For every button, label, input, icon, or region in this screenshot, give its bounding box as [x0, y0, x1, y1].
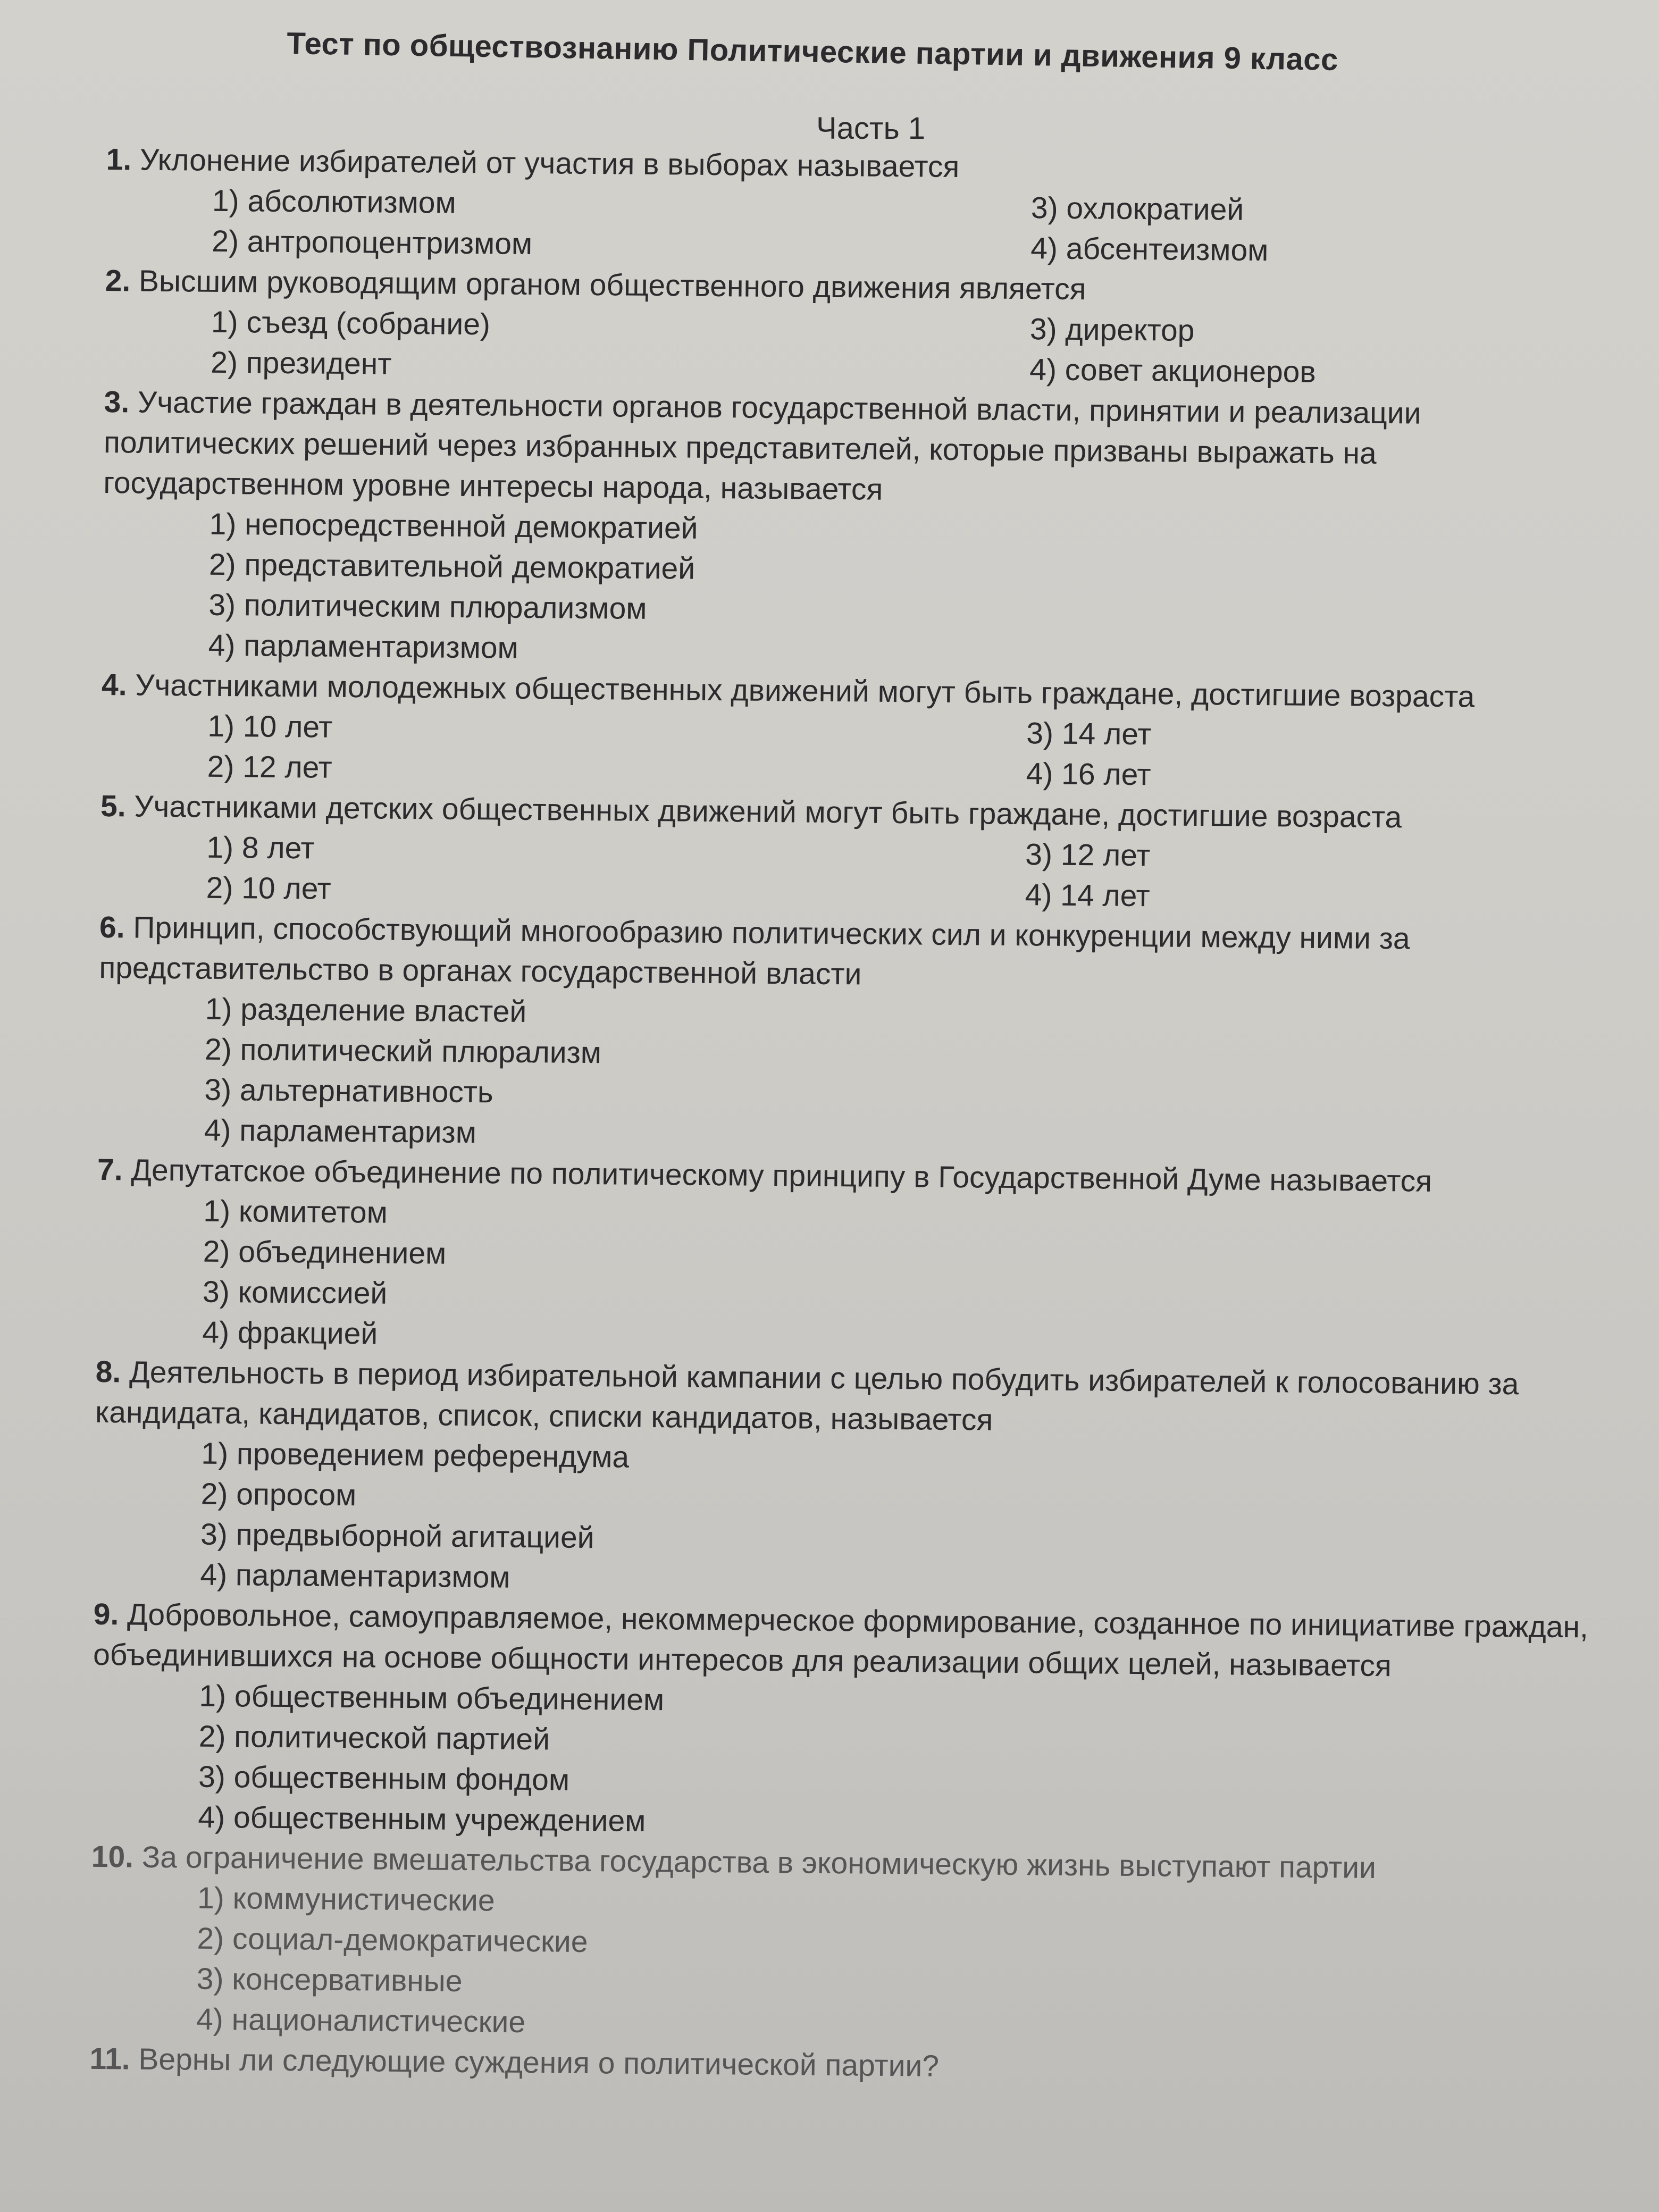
question-10	[90, 1837, 1602, 2052]
question-prompt: Участниками детских общественных движений могут быть граждане, достигшие возраста	[134, 789, 1402, 835]
option[interactable]: 1) разделение властей	[205, 992, 527, 1029]
question-prompt: Уклонение избирателей от участия в выборах называется	[139, 143, 960, 185]
question-text	[103, 382, 1614, 516]
option[interactable]: 4) общественным учреждением	[198, 1800, 646, 1838]
answer-options	[206, 827, 1610, 920]
question-2	[104, 261, 1615, 395]
question-9	[91, 1594, 1604, 1850]
option[interactable]: 2) политической партией	[198, 1719, 550, 1757]
option[interactable]: 1) съезд (собрание)	[211, 305, 491, 342]
question-number: 4.	[101, 667, 127, 702]
option[interactable]: 4) абсентеизмом	[1030, 231, 1269, 268]
option[interactable]: 3) консервативные	[196, 1962, 463, 1998]
option[interactable]: 3) политическим плюрализмом	[208, 588, 647, 626]
option[interactable]: 4) фракцией	[202, 1315, 378, 1351]
option[interactable]: 3) 12 лет	[1025, 837, 1151, 873]
question-number: 10.	[91, 1839, 134, 1874]
option[interactable]: 2) объединением	[203, 1234, 447, 1271]
question-3	[102, 382, 1614, 678]
option[interactable]: 4) парламентаризмом	[200, 1557, 510, 1595]
question-text	[95, 1352, 1606, 1446]
option[interactable]: 2) представительной демократией	[208, 547, 696, 586]
option[interactable]: 4) парламентаризм	[204, 1113, 477, 1150]
answer-options	[198, 1676, 1603, 1850]
answer-options	[196, 1878, 1602, 2052]
question-prompt: Высшим руководящим органом общественного движения является	[138, 264, 1086, 307]
option[interactable]: 1) коммунистические	[197, 1881, 495, 1918]
page-title: Тест по обществознанию Политические партии и движения 9 класс	[286, 26, 1339, 78]
option[interactable]: 4) 16 лет	[1026, 757, 1151, 792]
option[interactable]: 1) общественным объединением	[199, 1679, 665, 1717]
question-1	[105, 139, 1616, 274]
question-number: 8.	[95, 1354, 121, 1389]
part-heading: Часть 1	[816, 111, 926, 146]
question-number: 3.	[104, 384, 130, 420]
option[interactable]: 1) комитетом	[203, 1194, 388, 1230]
option[interactable]: 2) антропоцентризмом	[212, 224, 533, 261]
question-number: 1.	[106, 142, 132, 177]
option[interactable]: 2) политический плюрализм	[204, 1032, 602, 1070]
question-7	[96, 1150, 1607, 1365]
question-prompt: Добровольное, самоуправляемое, некоммерческое формирование, созданное по инициативе граждан, объединившихся на основе общности интересов для реализации общих целей, называется	[93, 1597, 1589, 1683]
option[interactable]: 2) президент	[211, 345, 392, 381]
questions-list	[89, 139, 1616, 2092]
answer-options	[202, 1191, 1607, 1365]
option[interactable]: 3) комиссией	[202, 1275, 388, 1311]
question-text	[99, 907, 1610, 1001]
question-prompt: Участие граждан в деятельности органов государственной власти, принятии и реализации политических решений через избранных представителей, которые призваны выражать на государственном уровне интересы народа, называется	[103, 385, 1421, 507]
option[interactable]: 1) непосредственной демократией	[209, 507, 698, 546]
question-prompt: За ограничение вмешательства государства в экономическую жизнь выступают партии	[141, 1840, 1377, 1885]
option[interactable]: 2) 12 лет	[207, 749, 332, 785]
answer-options	[212, 181, 1616, 274]
question-prompt: Принцип, способствующий многообразию политических сил и конкуренции между ними за представительство в органах государственной власти	[99, 910, 1410, 992]
option[interactable]: 1) 8 лет	[206, 830, 315, 866]
option[interactable]: 2) опросом	[200, 1477, 357, 1513]
question-prompt: Участниками молодежных общественных движений могут быть граждане, достигшие возраста	[135, 668, 1475, 714]
answer-options	[211, 302, 1615, 395]
option[interactable]: 4) парламентаризмом	[208, 628, 519, 665]
option[interactable]: 2) социал-демократические	[197, 1921, 588, 1959]
question-prompt: Верны ли следующие суждения о политической партии?	[138, 2042, 940, 2083]
option[interactable]: 4) 14 лет	[1025, 878, 1150, 914]
question-number: 11.	[89, 2041, 130, 2076]
question-prompt: Деятельность в период избирательной кампании с целью побудить избирателей к голосованию за кандидата, кандидатов, список, списки кандидатов, называется	[95, 1355, 1519, 1437]
option[interactable]: 3) предвыборной агитацией	[200, 1517, 594, 1555]
answer-options	[200, 1434, 1605, 1607]
answer-options	[207, 706, 1611, 799]
question-number: 7.	[97, 1152, 123, 1187]
option[interactable]: 2) 10 лет	[206, 870, 331, 906]
question-number: 2.	[105, 263, 131, 298]
option[interactable]: 3) альтернативность	[204, 1073, 493, 1110]
option[interactable]: 3) 14 лет	[1026, 716, 1152, 752]
option[interactable]: 4) совет акционеров	[1029, 353, 1316, 389]
option[interactable]: 3) охлократией	[1030, 191, 1244, 227]
question-text	[93, 1594, 1604, 1688]
question-number: 6.	[99, 910, 125, 945]
option[interactable]: 1) проведением референдума	[201, 1436, 630, 1474]
question-number: 5.	[100, 789, 126, 824]
question-number: 9.	[93, 1597, 119, 1632]
answer-options	[208, 504, 1613, 678]
question-prompt: Депутатское объединение по политическому принципу в Государственной Думе называется	[131, 1153, 1432, 1199]
option[interactable]: 4) националистические	[196, 2002, 526, 2040]
option[interactable]: 3) директор	[1029, 312, 1195, 348]
option[interactable]: 1) абсолютизмом	[212, 183, 456, 220]
question-4	[100, 665, 1612, 799]
answer-options	[204, 989, 1609, 1163]
option[interactable]: 1) 10 лет	[207, 709, 333, 744]
question-5	[99, 786, 1611, 920]
option[interactable]: 3) общественным фондом	[198, 1759, 570, 1797]
question-6	[97, 907, 1610, 1163]
question-8	[94, 1352, 1606, 1607]
